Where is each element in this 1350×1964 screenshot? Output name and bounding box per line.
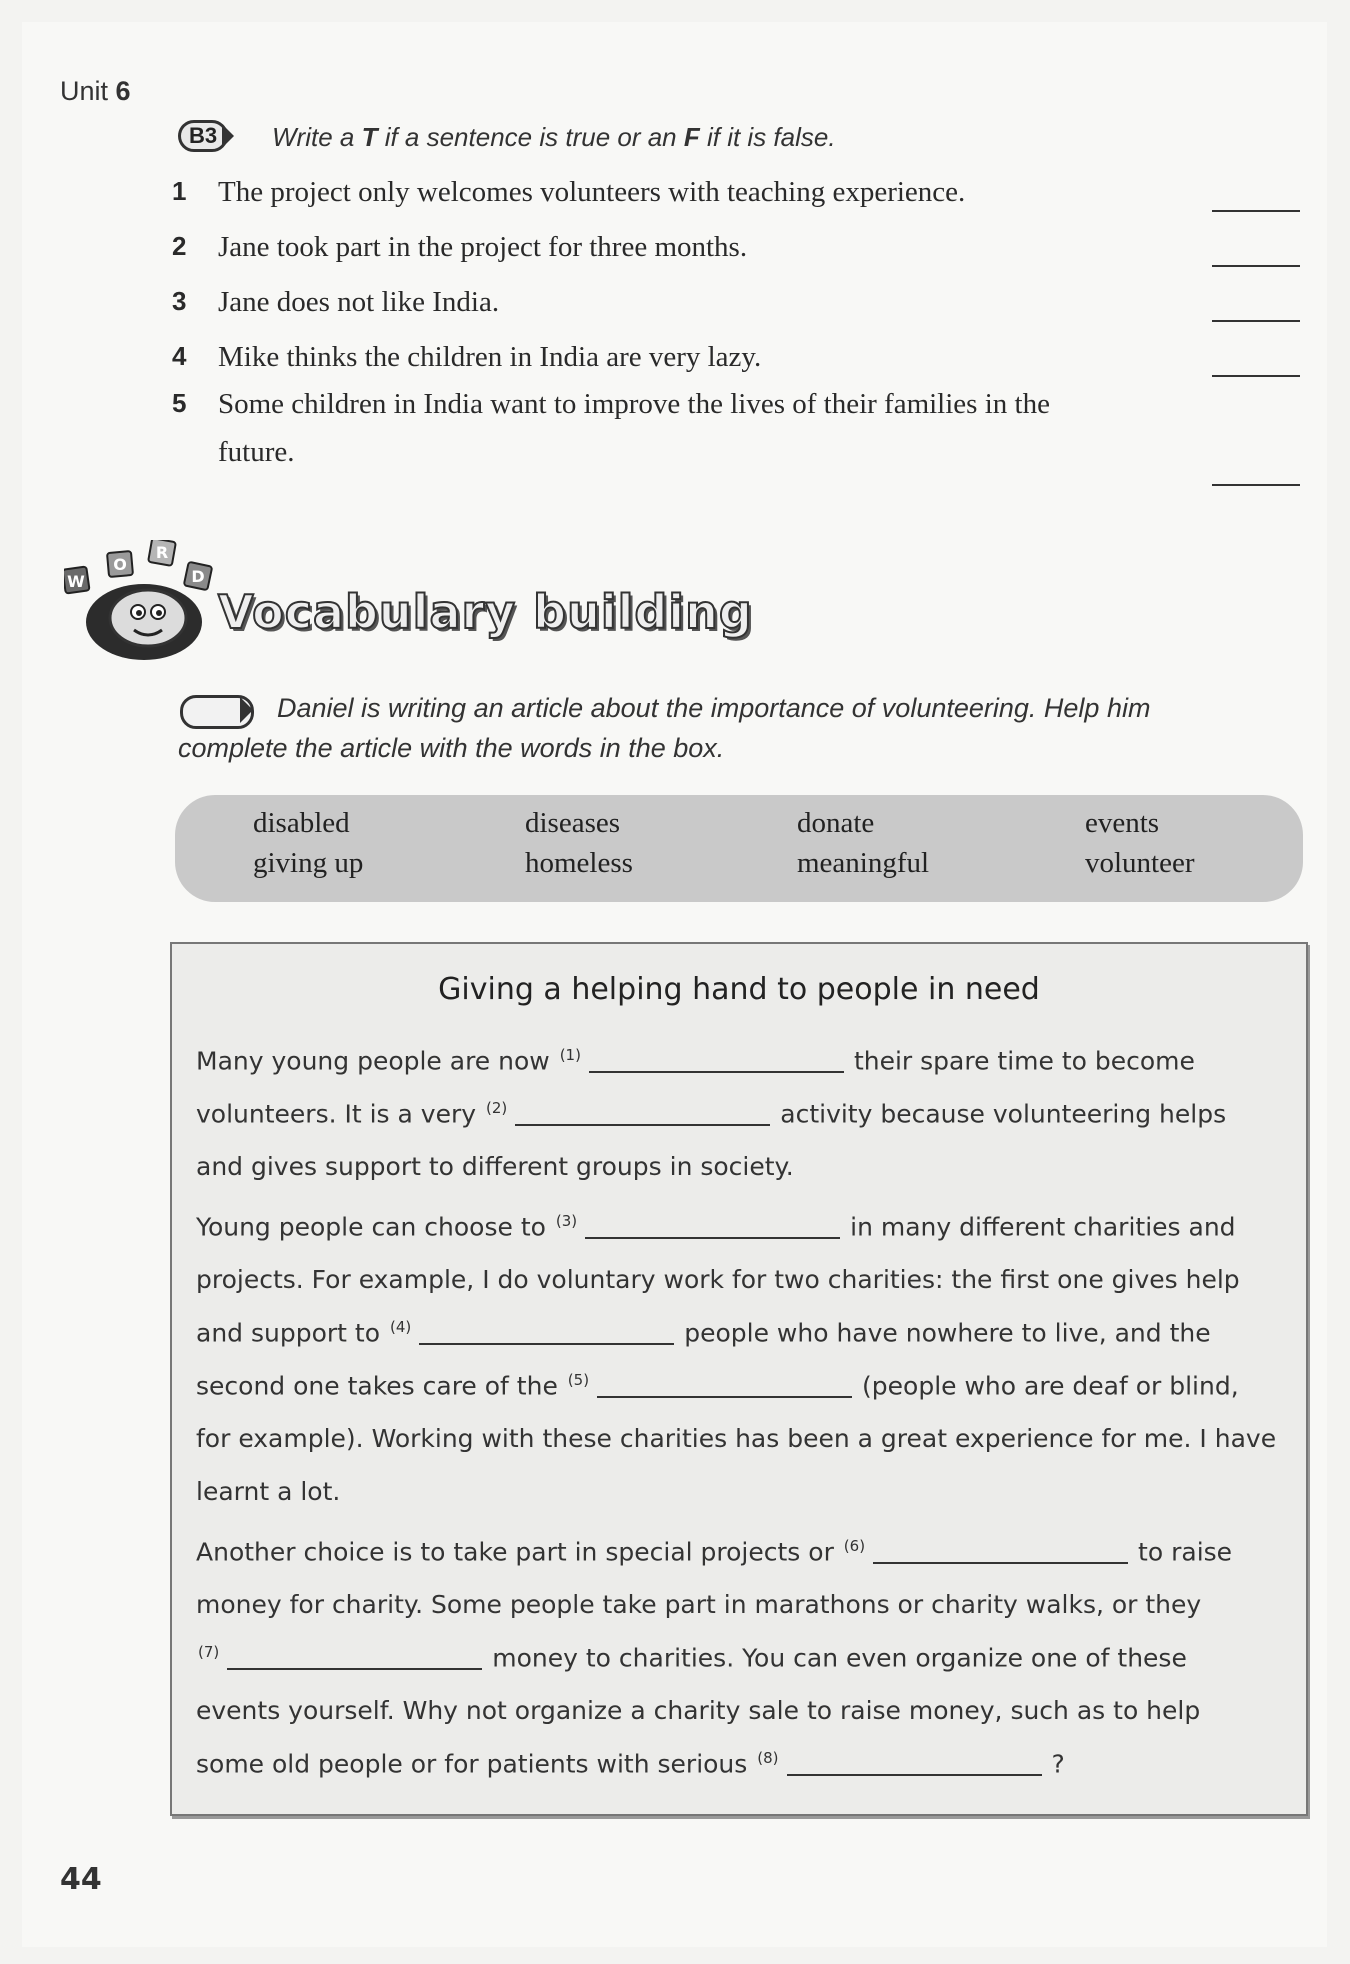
exercise-badge-b3: B3 bbox=[178, 120, 234, 152]
list-item: 2 Jane took part in the project for three months. bbox=[172, 231, 1302, 286]
gap-blank[interactable] bbox=[227, 1668, 482, 1670]
answer-blank[interactable] bbox=[1212, 484, 1300, 486]
word-box-item: events bbox=[1085, 807, 1160, 839]
list-item: 1 The project only welcomes volunteers with teaching experience. bbox=[172, 176, 1302, 231]
word-box-item: meaningful bbox=[797, 847, 930, 879]
article-line: money for charity. Some people take part in marathons or charity walks, or they bbox=[196, 1590, 1202, 1619]
article-line: learnt a lot. bbox=[196, 1477, 341, 1506]
gap-blank[interactable] bbox=[597, 1396, 852, 1398]
vocabulary-instruction: Daniel is writing an article about the importance of volunteering. Help him complete the article with the words in the box. bbox=[178, 693, 1151, 763]
word-mascot-logo-icon bbox=[64, 540, 214, 660]
word-box bbox=[175, 795, 1303, 902]
true-false-list bbox=[172, 168, 1302, 488]
play-arrow-icon bbox=[222, 124, 234, 148]
answer-blank[interactable] bbox=[1212, 320, 1300, 322]
word-box-item: giving up bbox=[253, 847, 364, 879]
exercise-b3-instruction: Write a T if a sentence is true or an F if it is false. bbox=[272, 122, 836, 152]
gap-blank[interactable] bbox=[515, 1124, 770, 1126]
gap-blank[interactable] bbox=[585, 1237, 840, 1239]
gap-blank[interactable] bbox=[787, 1774, 1042, 1776]
article-line: projects. For example, I do voluntary work for two charities: the first one gives help bbox=[196, 1265, 1240, 1294]
article-line: volunteers. It is a very $^{(2)}$ activity because volunteering helps bbox=[196, 1099, 1227, 1129]
svg-text:O: O bbox=[113, 555, 127, 574]
word-box-item: homeless bbox=[525, 847, 633, 879]
unit-label: Unit 6 bbox=[60, 76, 131, 106]
svg-text:D: D bbox=[191, 567, 205, 586]
svg-text:R: R bbox=[155, 543, 169, 562]
svg-text:W: W bbox=[67, 572, 85, 591]
article-line: some old people or for patients with serious $^{(8)}$ ? bbox=[196, 1749, 1065, 1779]
word-box-item: donate bbox=[797, 807, 875, 839]
article-line: events yourself. Why not organize a charity sale to raise money, such as to help bbox=[196, 1696, 1201, 1725]
article-line: Young people can choose to $^{(3)}$ in many different charities and bbox=[196, 1212, 1236, 1242]
gap-blank[interactable] bbox=[419, 1343, 674, 1345]
gap-blank[interactable] bbox=[589, 1071, 844, 1073]
article-box bbox=[170, 942, 1308, 1816]
article-line: and support to $^{(4)}$ people who have nowhere to live, and the bbox=[196, 1318, 1211, 1348]
list-item: 3 Jane does not like India. bbox=[172, 286, 1302, 341]
answer-blank[interactable] bbox=[1212, 375, 1300, 377]
word-box-item: volunteer bbox=[1085, 847, 1195, 879]
article-line: second one takes care of the $^{(5)}$ (people who are deaf or blind, bbox=[196, 1371, 1239, 1401]
article-line: Another choice is to take part in special projects or $^{(6)}$ to raise bbox=[196, 1537, 1233, 1567]
article-title: Giving a helping hand to people in need bbox=[438, 972, 1040, 1007]
article-line: Many young people are now $^{(1)}$ their spare time to become bbox=[196, 1046, 1195, 1076]
page-number: 44 bbox=[60, 1862, 102, 1897]
list-item: 4 Mike thinks the children in India are very lazy. bbox=[172, 341, 1302, 396]
article-line: $^{(7)}$ money to charities. You can even organize one of these bbox=[198, 1643, 1187, 1673]
answer-blank[interactable] bbox=[1212, 265, 1300, 267]
article-line: and gives support to different groups in society. bbox=[196, 1152, 794, 1181]
word-box-item: disabled bbox=[253, 807, 350, 839]
article-line: for example). Working with these charities has been a great experience for me. I have bbox=[196, 1424, 1277, 1453]
word-box-item: diseases bbox=[525, 807, 621, 839]
answer-blank[interactable] bbox=[1212, 210, 1300, 212]
gap-blank[interactable] bbox=[873, 1562, 1128, 1564]
list-item: 5 Some children in India want to improve the lives of their families in the future. bbox=[172, 388, 1302, 488]
section-title: Vocabulary building bbox=[218, 585, 753, 639]
